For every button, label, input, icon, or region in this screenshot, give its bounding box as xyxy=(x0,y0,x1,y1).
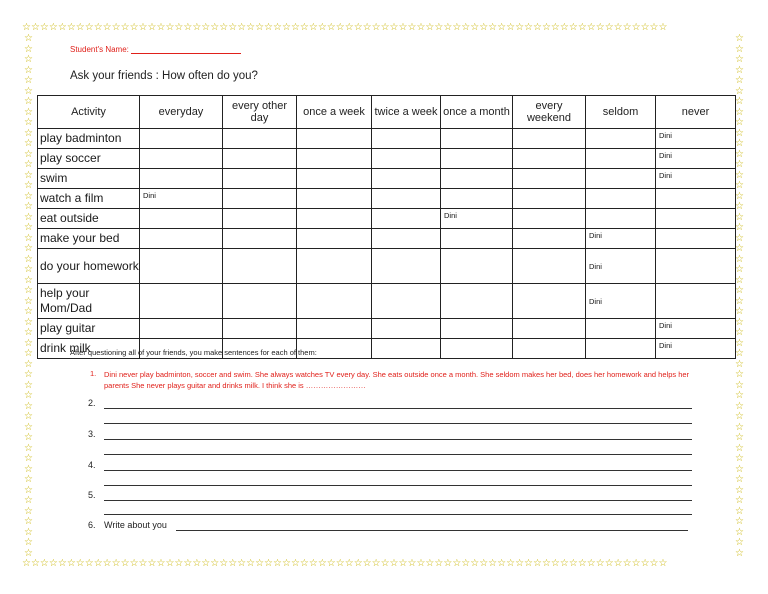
activity-cell: eat outside xyxy=(38,209,140,229)
frequency-cell[interactable] xyxy=(140,129,223,149)
frequency-cell[interactable] xyxy=(372,339,441,359)
answer-line[interactable] xyxy=(104,408,692,409)
answer-line[interactable] xyxy=(104,470,692,471)
frequency-cell[interactable] xyxy=(223,129,297,149)
frequency-cell[interactable] xyxy=(441,319,513,339)
frequency-cell[interactable] xyxy=(586,339,656,359)
frequency-cell[interactable] xyxy=(586,209,656,229)
item-number: 3. xyxy=(88,429,96,439)
frequency-cell[interactable] xyxy=(513,149,586,169)
frequency-cell[interactable] xyxy=(372,189,441,209)
frequency-cell[interactable] xyxy=(297,169,372,189)
frequency-cell[interactable] xyxy=(656,189,736,209)
write-about-label: Write about you xyxy=(104,520,167,530)
frequency-cell[interactable] xyxy=(223,189,297,209)
column-header: every weekend xyxy=(513,96,586,129)
frequency-cell[interactable]: Dini xyxy=(656,339,736,359)
frequency-cell[interactable] xyxy=(223,169,297,189)
item-number: 5. xyxy=(88,490,96,500)
activity-cell: do your homework xyxy=(38,249,140,284)
frequency-cell[interactable] xyxy=(441,149,513,169)
star-border-top: ☆☆☆☆☆☆☆☆☆☆☆☆☆☆☆☆☆☆☆☆☆☆☆☆☆☆☆☆☆☆☆☆☆☆☆☆☆☆☆☆☆☆☆☆☆☆☆☆☆☆☆☆☆☆☆☆☆☆☆☆☆☆☆☆☆☆☆☆☆☆☆☆ xyxy=(22,23,668,33)
frequency-cell[interactable] xyxy=(513,229,586,249)
frequency-cell[interactable] xyxy=(297,249,372,284)
column-header: never xyxy=(656,96,736,129)
frequency-cell[interactable] xyxy=(513,284,586,319)
frequency-cell[interactable] xyxy=(586,149,656,169)
student-name-blank[interactable] xyxy=(131,45,241,54)
frequency-cell[interactable] xyxy=(441,229,513,249)
activity-cell: watch a film xyxy=(38,189,140,209)
frequency-cell[interactable] xyxy=(513,339,586,359)
frequency-cell[interactable]: Dini xyxy=(656,319,736,339)
frequency-cell[interactable] xyxy=(586,319,656,339)
frequency-cell[interactable]: Dini xyxy=(140,189,223,209)
frequency-cell[interactable] xyxy=(140,319,223,339)
frequency-cell[interactable] xyxy=(372,284,441,319)
frequency-cell[interactable] xyxy=(372,319,441,339)
table-row xyxy=(38,209,736,229)
frequency-cell[interactable] xyxy=(441,169,513,189)
frequency-cell[interactable] xyxy=(297,189,372,209)
example-sentence: Dini never play badminton, soccer and swim. She always watches TV every day. She eats outside once a month. She seldom makes her bed, does her homework and helps her parents She never plays guitar and drinks milk. I think she is …………………… xyxy=(104,370,690,390)
frequency-cell[interactable] xyxy=(297,319,372,339)
frequency-cell[interactable] xyxy=(441,339,513,359)
frequency-cell[interactable] xyxy=(586,189,656,209)
frequency-cell[interactable] xyxy=(441,189,513,209)
answer-line[interactable] xyxy=(176,530,688,531)
column-header: twice a week xyxy=(372,96,441,129)
frequency-cell[interactable] xyxy=(372,129,441,149)
frequency-cell[interactable]: Dini xyxy=(586,249,656,284)
star-border-left: ☆☆☆☆☆☆☆☆☆☆☆☆☆☆☆☆☆☆☆☆☆☆☆☆☆☆☆☆☆☆☆☆☆☆☆☆☆☆☆☆☆☆☆☆☆☆☆☆☆☆ xyxy=(24,34,33,559)
frequency-cell[interactable] xyxy=(372,149,441,169)
frequency-cell[interactable] xyxy=(223,249,297,284)
answer-line[interactable] xyxy=(104,423,692,424)
answer-line[interactable] xyxy=(104,500,692,501)
frequency-cell[interactable] xyxy=(656,249,736,284)
frequency-cell[interactable] xyxy=(656,209,736,229)
frequency-cell[interactable]: Dini xyxy=(586,229,656,249)
table-row xyxy=(38,249,736,284)
activity-cell: play soccer xyxy=(38,149,140,169)
frequency-cell[interactable] xyxy=(140,284,223,319)
frequency-cell[interactable] xyxy=(297,209,372,229)
column-header: once a month xyxy=(441,96,513,129)
activity-cell: swim xyxy=(38,169,140,189)
column-header: Activity xyxy=(38,96,140,129)
frequency-cell[interactable]: Dini xyxy=(586,284,656,319)
student-name-label: Student's Name: xyxy=(70,45,129,54)
table-row xyxy=(38,149,736,169)
frequency-cell[interactable] xyxy=(223,319,297,339)
answer-line[interactable] xyxy=(104,454,692,455)
frequency-table xyxy=(37,95,736,359)
item-number: 6. xyxy=(88,520,96,530)
student-name-field[interactable] xyxy=(70,45,241,54)
frequency-cell[interactable] xyxy=(656,229,736,249)
frequency-cell[interactable] xyxy=(140,229,223,249)
item-number: 4. xyxy=(88,460,96,470)
table-row xyxy=(38,319,736,339)
frequency-cell[interactable] xyxy=(297,129,372,149)
table-header-row xyxy=(38,96,736,129)
frequency-cell[interactable] xyxy=(297,149,372,169)
activity-cell: make your bed xyxy=(38,229,140,249)
activity-cell: drink milk xyxy=(38,339,140,359)
frequency-cell[interactable] xyxy=(140,149,223,169)
activity-cell: play badminton xyxy=(38,129,140,149)
frequency-cell[interactable] xyxy=(297,229,372,249)
frequency-cell[interactable] xyxy=(223,229,297,249)
activity-cell: help your Mom/Dad xyxy=(38,284,140,319)
frequency-cell[interactable] xyxy=(140,169,223,189)
table-row xyxy=(38,284,736,319)
frequency-cell[interactable] xyxy=(586,129,656,149)
table-row xyxy=(38,129,736,149)
star-border-bottom: ☆☆☆☆☆☆☆☆☆☆☆☆☆☆☆☆☆☆☆☆☆☆☆☆☆☆☆☆☆☆☆☆☆☆☆☆☆☆☆☆☆☆☆☆☆☆☆☆☆☆☆☆☆☆☆☆☆☆☆☆☆☆☆☆☆☆☆☆☆☆☆☆ xyxy=(22,559,668,569)
answer-line[interactable] xyxy=(104,439,692,440)
frequency-cell[interactable] xyxy=(297,284,372,319)
frequency-cell[interactable] xyxy=(223,209,297,229)
frequency-cell[interactable] xyxy=(372,249,441,284)
frequency-cell[interactable] xyxy=(513,189,586,209)
column-header: every other day xyxy=(223,96,297,129)
frequency-cell[interactable] xyxy=(513,249,586,284)
frequency-cell[interactable] xyxy=(513,319,586,339)
frequency-cell[interactable] xyxy=(441,129,513,149)
column-header: once a week xyxy=(297,96,372,129)
instructions: After questioning all of your friends, you make sentences for each of them: xyxy=(70,348,317,357)
frequency-cell[interactable] xyxy=(586,169,656,189)
table-row xyxy=(38,229,736,249)
example-number: 1. xyxy=(90,369,97,378)
activity-cell: play guitar xyxy=(38,319,140,339)
frequency-cell[interactable] xyxy=(513,169,586,189)
frequency-cell[interactable] xyxy=(513,209,586,229)
table-row xyxy=(38,189,736,209)
answer-line[interactable] xyxy=(104,514,692,515)
column-header: everyday xyxy=(140,96,223,129)
frequency-cell[interactable] xyxy=(223,284,297,319)
frequency-cell[interactable]: Dini xyxy=(656,149,736,169)
frequency-cell[interactable] xyxy=(513,129,586,149)
frequency-cell[interactable] xyxy=(140,249,223,284)
frequency-cell[interactable] xyxy=(372,229,441,249)
frequency-cell[interactable]: Dini xyxy=(656,169,736,189)
frequency-cell[interactable]: Dini xyxy=(441,209,513,229)
frequency-cell[interactable]: Dini xyxy=(656,129,736,149)
frequency-cell[interactable] xyxy=(656,284,736,319)
frequency-cell[interactable] xyxy=(441,284,513,319)
item-number: 2. xyxy=(88,398,96,408)
frequency-cell[interactable] xyxy=(372,209,441,229)
frequency-cell[interactable] xyxy=(441,249,513,284)
ask-question: Ask your friends : How often do you? xyxy=(70,70,258,82)
answer-line[interactable] xyxy=(104,485,692,486)
frequency-cell[interactable] xyxy=(372,169,441,189)
table-row xyxy=(38,169,736,189)
star-border-right: ☆☆☆☆☆☆☆☆☆☆☆☆☆☆☆☆☆☆☆☆☆☆☆☆☆☆☆☆☆☆☆☆☆☆☆☆☆☆☆☆☆☆☆☆☆☆☆☆☆☆ xyxy=(735,34,744,559)
frequency-cell[interactable] xyxy=(223,149,297,169)
frequency-cell[interactable] xyxy=(140,209,223,229)
column-header: seldom xyxy=(586,96,656,129)
